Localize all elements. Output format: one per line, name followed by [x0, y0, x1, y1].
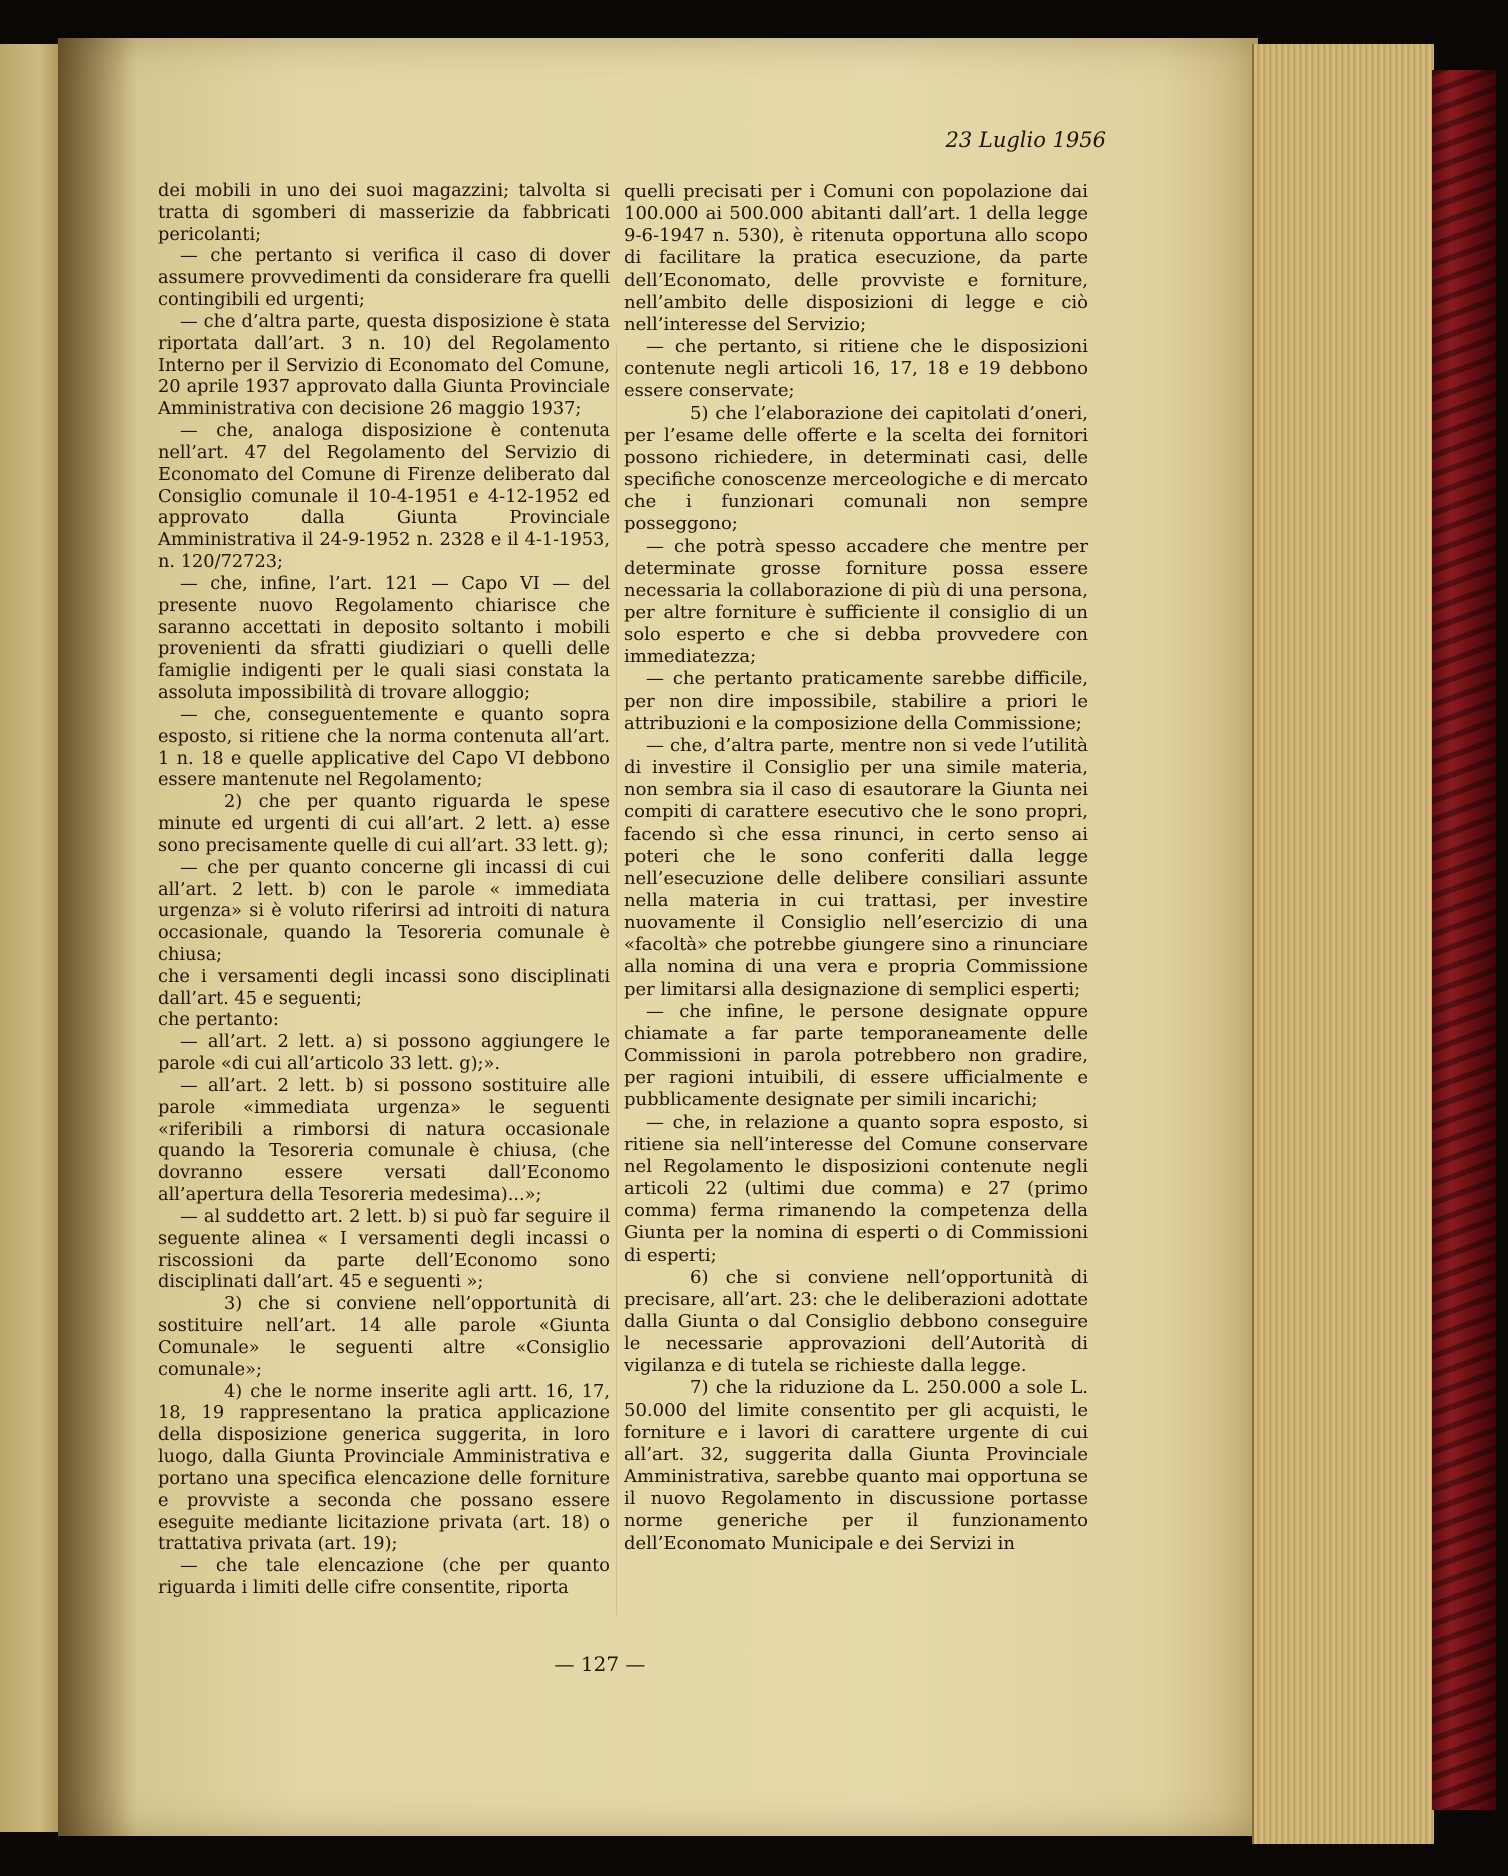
- paragraph: 2) che per quanto riguarda le spese minute ed urgenti di cui all’art. 2 lett. a) esse sono precisamente quelle di cui all’art. 33 lett. g);: [158, 792, 610, 856]
- paragraph: 3) che si conviene nell’opportunità di sostituire nell’art. 14 alle parole «Giunta Comunale» le seguenti altre «Consiglio comunale»;: [158, 1294, 610, 1380]
- paragraph: — che per quanto concerne gli incassi di cui all’art. 2 lett. b) con le parole « immediata urgenza» si è voluto riferirsi ad introiti di natura occasionale, quando la Tesoreria comunale è chiusa;: [158, 857, 610, 965]
- paragraph: che i versamenti degli incassi sono disciplinati dall’art. 45 e seguenti;: [158, 966, 610, 1009]
- column-divider: [616, 345, 617, 1615]
- paragraph: 6) che si conviene nell’opportunità di precisare, all’art. 23: che le deliberazioni adottate dalla Giunta o dal Consiglio debbono conseguire le necessarie approvazioni dell’Autorità di vigilanza e di tutela se richieste dalla legge.: [624, 1266, 1088, 1377]
- paragraph: — che infine, le persone designate oppure chiamate a far parte temporaneamente delle Commissioni in parola potrebbero non gradire, per ragioni intuibili, di essere ufficialmente e pubblicamente designate per simili incarichi;: [624, 1000, 1088, 1111]
- paragraph: — che pertanto si verifica il caso di dover assumere provvedimenti da considerare fra quelli contingibili ed urgenti;: [158, 246, 610, 311]
- paragraph: — che tale elencazione (che per quanto riguarda i limiti delle cifre consentite, riporta: [158, 1556, 610, 1598]
- book-binding: [1432, 70, 1496, 1810]
- page-block-edge: [1252, 44, 1434, 1844]
- paragraph: — che d’altra parte, questa disposizione è stata riportata dall’art. 3 n. 10) del Regolamento Interno per il Servizio di Economato del Comune, 20 aprile 1937 approvato dalla Giunta Provinciale Amministrativa con decisione 26 maggio 1937;: [158, 311, 610, 420]
- paragraph: — che, d’altra parte, mentre non si vede l’utilità di investire il Consiglio per una simile materia, non sembra sia il caso di esautorare la Giunta nei compiti di carattere esecutivo che le sono propri, facendo sì che essa rinunci, in certo senso ai poteri che le sono conferiti dalla legge nell’esecuzione delle delibere consiliari assunte nella materia in cui trattasi, per investire nuovamente il Consiglio nell’esercizio di una «facoltà» che potrebbe giungere sino a rinunciare alla nomina di una vera e propria Commissione per limitarsi alla designazione di semplici esperti;: [624, 734, 1088, 1000]
- paragraph: — che potrà spesso accadere che mentre per determinate grosse forniture possa essere necessaria la collaborazione di più di una persona, per altre forniture è sufficiente il consiglio di un solo esperto e che si debba provvedere con immediatezza;: [624, 535, 1088, 668]
- paragraph: — che pertanto, si ritiene che le disposizioni contenute negli articoli 16, 17, 18 e 19 debbono essere conservate;: [624, 336, 1088, 402]
- paragraph: — all’art. 2 lett. a) si possono aggiungere le parole «di cui all’articolo 33 lett. g);».: [158, 1032, 610, 1075]
- paragraph: 4) che le norme inserite agli artt. 16, 17, 18, 19 rappresentano la pratica applicazione della disposizione generica suggerita, in loro luogo, dalla Giunta Provinciale Amministrativa e portano una specifica elencazione delle forniture e provviste a seconda che possano essere eseguite mediante licitazione privata (art. 18) o trattativa privata (art. 19);: [158, 1381, 610, 1555]
- page-number: — 127 —: [554, 1652, 646, 1676]
- paragraph: — che pertanto praticamente sarebbe difficile, per non dire impossibile, stabilire a priori le attribuzioni e la composizione della Commissione;: [624, 668, 1088, 734]
- paragraph: quelli precisati per i Comuni con popolazione dai 100.000 ai 500.000 abitanti dall’art. 1 della legge 9-6-1947 n. 530), è ritenuta opportuna allo scopo di facilitare la pratica esecuzione, da parte dell’Economato, delle provviste e forniture, nell’ambito delle disposizioni di legge e ciò nell’interesse del Servizio;: [624, 181, 1088, 335]
- paragraph: — che, analoga disposizione è contenuta nell’art. 47 del Regolamento del Servizio di Economato del Comune di Firenze deliberato dal Consiglio comunale il 10-4-1951 e 4-12-1952 ed approvato dalla Giunta Provinciale Amministrativa il 24-9-1952 n. 2328 e il 4-1-1953, n. 120/72723;: [158, 421, 610, 573]
- paragraph: — che, infine, l’art. 121 — Capo VI — del presente nuovo Regolamento chiarisce che saranno accettati in deposito soltanto i mobili provenienti da sfratti giudiziari o quelli delle famiglie indigenti per le quali siasi constata la assoluta impossibilità di trovare alloggio;: [158, 573, 610, 704]
- paragraph: dei mobili in uno dei suoi magazzini; talvolta si tratta di sgomberi di masserizie da fabbricati pericolanti;: [158, 181, 610, 245]
- gutter-shadow: [58, 38, 138, 1836]
- page-header-date: 23 Luglio 1956: [945, 128, 1106, 152]
- paragraph: 7) che la riduzione da L. 250.000 a sole L. 50.000 del limite consentito per gli acquisti, le forniture e i lavori di carattere urgente di cui all’art. 32, suggerita dalla Giunta Provinciale Amministrativa, sarebbe quanto mai opportuna se il nuovo Regolamento in discussione portasse norme generiche per il funzionamento dell’Economato Municipale e dei Servizi in: [624, 1377, 1088, 1554]
- paragraph: 5) che l’elaborazione dei capitolati d’oneri, per l’esame delle offerte e la scelta dei fornitori possono richiedere, in determinati casi, delle specifiche conoscenze merceologiche e di mercato che i funzionari comunali non sempre posseggono;: [624, 402, 1088, 535]
- left-text-column: [158, 181, 610, 1600]
- paragraph: — che, conseguentemente e quanto sopra esposto, si ritiene che la norma contenuta all’art. 1 n. 18 e quelle applicative del Capo VI debbono essere mantenute nel Regolamento;: [158, 704, 610, 791]
- paragraph: che pertanto:: [158, 1010, 279, 1031]
- paragraph: — all’art. 2 lett. b) si possono sostituire alle parole «immediata urgenza» le seguenti «riferibili a rimborsi di natura occasionale quando la Tesoreria comunale è chiusa, (che dovranno essere versati dall’Economo all’apertura della Tesoreria medesima)...»;: [158, 1075, 610, 1206]
- right-text-column: [624, 181, 1088, 1555]
- paragraph: — che, in relazione a quanto sopra esposto, si ritiene sia nell’interesse del Comune conservare nel Regolamento le disposizioni contenute negli articoli 22 (ultimi due comma) e 27 (primo comma) ferma rimanendo la competenza della Giunta per la nomina di esperti o di Commissioni di esperti;: [624, 1111, 1088, 1266]
- facing-page-edge: [0, 44, 64, 1832]
- paragraph: — al suddetto art. 2 lett. b) si può far seguire il seguente alinea « I versamenti degli incassi o riscossioni da parte dell’Economo sono disciplinati dall’art. 45 e seguenti »;: [158, 1206, 610, 1293]
